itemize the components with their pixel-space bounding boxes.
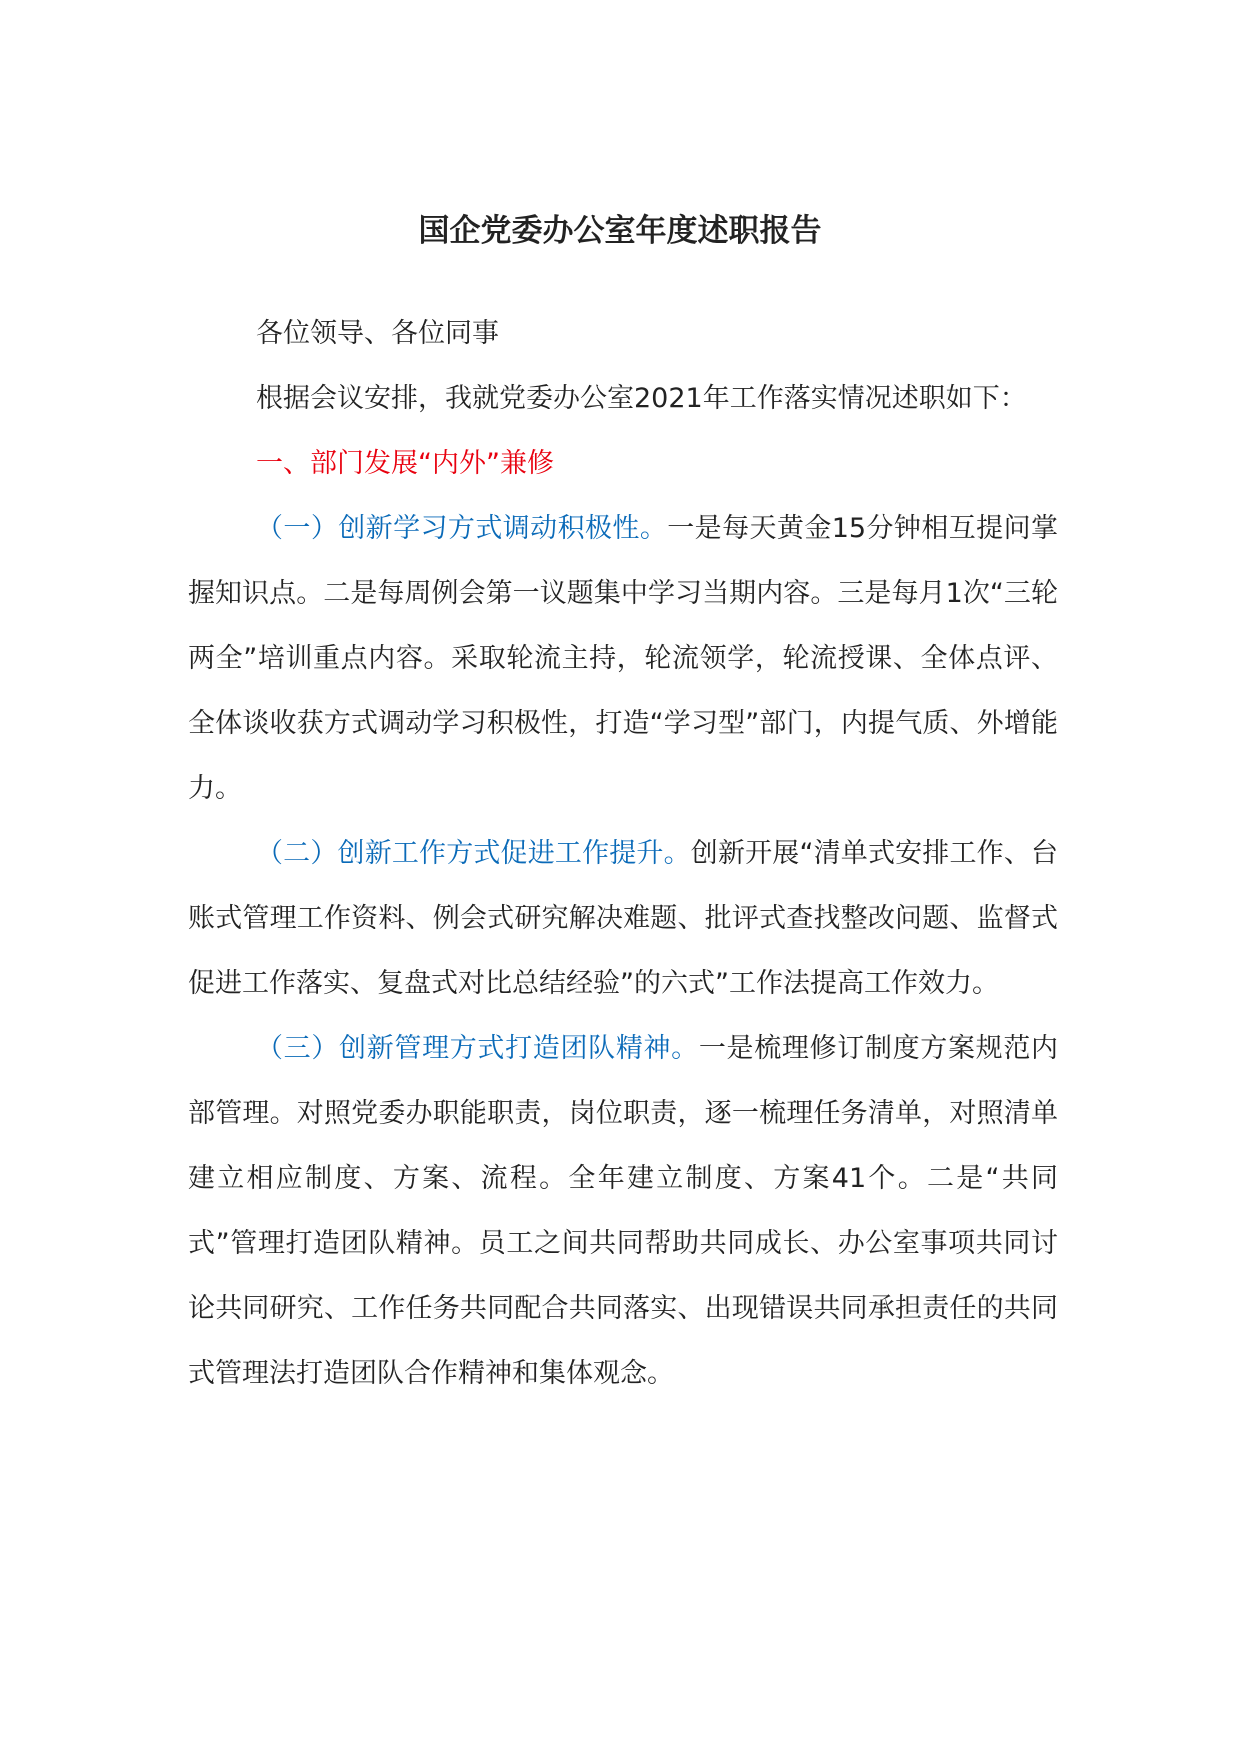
item-text-3: 一是梳理修订制度方案规范内部管理。对照党委办职能职责，岗位职责，逐一梳理任务清单，对照清单建立相应制度、方案、流程。全年建立制度、方案41个。二是“共同式”管理打造团队精神。员工之间共同帮助共同成长、办公室事项共同讨论共同研究、工作任务共同配合共同落实、出现错误共同承担责任的共同式管理法打造团队合作精神和集体观念。 xyxy=(188,1033,1059,1389)
document-title: 国企党委办公室年度述职报告 xyxy=(418,213,822,249)
item-text-1: 一是每天黄金15分钟相互提问掌握知识点。二是每周例会第一议题集中学习当期内容。三是每月1次“三轮两全”培训重点内容。采取轮流主持，轮流领学，轮流授课、全体点评、全体谈收获方式调动学习积极性，打造“学习型”部门，内提气质、外增能力。 xyxy=(188,513,1059,804)
item-text-2: 创新开展“清单式安排工作、台账式管理工作资料、例会式研究解决难题、批评式查找整改问题、监督式促进工作落实、复盘式对比总结经验”的六式”工作法提高工作效力。 xyxy=(188,838,1058,999)
item-paragraph-3 xyxy=(188,1016,1058,1406)
item-subheading-3: （三）创新管理方式打造团队精神。 xyxy=(256,1033,699,1064)
item-paragraph-2 xyxy=(188,821,1058,1016)
item-subheading-1: （一）创新学习方式调动积极性。 xyxy=(256,513,668,544)
item-paragraph-1 xyxy=(188,496,1058,821)
document-body xyxy=(188,301,1058,1406)
intro-paragraph: 根据会议安排，我就党委办公室2021年工作落实情况述职如下： xyxy=(256,383,1027,414)
salutation-paragraph: 各位领导、各位同事 xyxy=(256,318,499,349)
item-subheading-2: （二）创新工作方式促进工作提升。 xyxy=(256,838,691,869)
section-heading: 一、部门发展“内外”兼修 xyxy=(256,448,554,479)
